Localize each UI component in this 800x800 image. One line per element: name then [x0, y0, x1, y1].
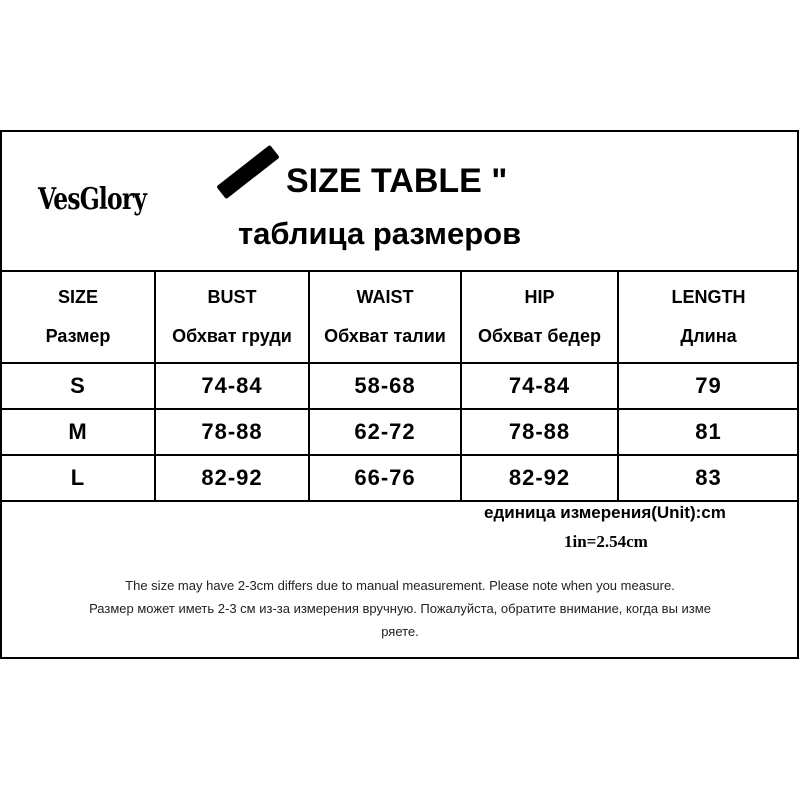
chart-header — [2, 132, 797, 272]
header-bust: BUST Обхват груди — [155, 271, 309, 363]
cell-waist: 62-72 — [309, 409, 461, 455]
conversion-label: 1in=2.54cm — [564, 532, 648, 551]
cell-size: L — [2, 455, 155, 501]
note-russian-continued: ряете. — [381, 624, 419, 639]
decorative-brush-stroke — [216, 145, 279, 199]
table-row — [2, 455, 798, 501]
cell-waist: 58-68 — [309, 363, 461, 409]
table-row — [2, 363, 798, 409]
title-english: SIZE TABLE " — [286, 162, 508, 200]
cell-hip: 82-92 — [461, 455, 618, 501]
cell-length: 79 — [618, 363, 798, 409]
cell-length: 81 — [618, 409, 798, 455]
cell-hip: 74-84 — [461, 363, 618, 409]
cell-size: S — [2, 363, 155, 409]
table-row — [2, 409, 798, 455]
header-row — [2, 271, 798, 363]
size-table — [2, 270, 798, 502]
cell-bust: 74-84 — [155, 363, 309, 409]
cell-size: M — [2, 409, 155, 455]
header-waist: WAIST Обхват талии — [309, 271, 461, 363]
header-hip: HIP Обхват бедер — [461, 271, 618, 363]
note-russian: Размер может иметь 2-3 см из-за измерения вручную. Пожалуйста, обратите внимание, когда вы изме — [89, 601, 711, 616]
header-length: LENGTH Длина — [618, 271, 798, 363]
unit-label: единица измерения(Unit):cm — [484, 503, 726, 522]
cell-waist: 66-76 — [309, 455, 461, 501]
title-russian: таблица размеров — [238, 216, 522, 251]
cell-bust: 82-92 — [155, 455, 309, 501]
cell-length: 83 — [618, 455, 798, 501]
cell-bust: 78-88 — [155, 409, 309, 455]
header-size: SIZE Размер — [2, 271, 155, 363]
brand-logo: VesGlory — [38, 182, 147, 217]
cell-hip: 78-88 — [461, 409, 618, 455]
note-english: The size may have 2-3cm differs due to manual measurement. Please note when you measure. — [125, 578, 675, 593]
